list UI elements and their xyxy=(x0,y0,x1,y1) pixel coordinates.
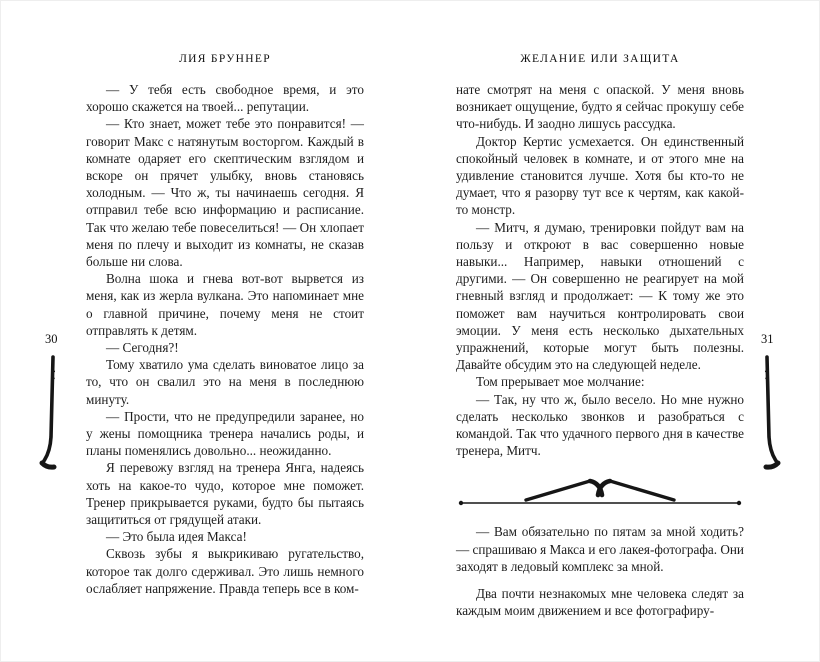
paragraph: — Прости, что не предупредили заранее, но у жены помощника тренера начались роды, и планы поменялись довольно... неожиданно. xyxy=(86,408,364,459)
running-header-title: ЖЕЛАНИЕ ИЛИ ЗАЩИТА xyxy=(520,53,680,65)
paragraph: — Это была идея Макса! xyxy=(106,529,247,545)
paragraph: — Кто знает, может тебе это понравится! — говорит Макс с натянутым восторгом. Каждый в комнате одаряет его скептическим взглядом и вскоре он прячет улыбку, вновь становясь холодным. — Что ж, ты начинаешь сегодня. Я отправил тебе всю информацию и расписание. Так что желаю тебе повеселиться! — Он хлопает меня по плечу и выходит из комнаты, не сказав больше ни слова. xyxy=(86,116,364,270)
running-header-author: ЛИЯ БРУННЕР xyxy=(179,53,271,65)
hockey-stick-icon xyxy=(39,353,61,473)
page-right xyxy=(456,53,744,619)
hockey-stick-icon xyxy=(759,353,781,473)
paragraph: — Митч, я думаю, тренировки пойдут вам на пользу и откроют в вас совершенно новые навыки... Например, навыки отношений с другими. — Он совершенно не реагирует на мой гневный взгляд и продолжает: — К тому же это поможет вам научиться контролировать свои эмоции. У меня есть несколько дыхательных упражнений, которые могут быть полезны. Давайте обсудим это на следующей неделе. xyxy=(456,219,744,373)
paragraph: Тому хватило ума сделать виноватое лицо за то, что он свалил это на меня в последнюю минуту. xyxy=(86,357,364,407)
page-left-body xyxy=(86,81,364,597)
crossed-hockey-sticks-divider xyxy=(456,469,744,515)
page-number-right: 31 xyxy=(761,332,774,346)
paragraph: Волна шока и гнева вот-вот вырвется из меня, как из жерла вулкана. Это напоминает мне о главной причине, почему меня не стоит отправлять к детям. xyxy=(86,271,364,338)
paragraph: — Сегодня?! xyxy=(106,340,179,356)
paragraph: — Так, ну что ж, было весело. Но мне нужно сделать несколько звонков и разобраться с командой. Так что удачного первого дня в качестве тренера, Митч. xyxy=(456,391,744,459)
paragraph: Том прерывает мое молчание: xyxy=(476,374,645,390)
paragraph: Сквозь зубы я выкрикиваю ругательство, которое так долго сдерживал. Это лишь немного ослабляет напряжение. Правда теперь все в ком- xyxy=(86,546,364,596)
page-number-left: 30 xyxy=(45,332,58,346)
paragraph: Я перевожу взгляд на тренера Янга, надеясь хоть на какое-то чудо, которое мне поможет. Тренер прикрывается руками, будто бы пытаясь защититься от грядущей атаки. xyxy=(86,460,364,528)
page-left xyxy=(86,53,364,597)
page-right-body xyxy=(456,81,744,619)
paragraph: Два почти незнакомых мне человека следят за каждым моим движением и все фотографиру- xyxy=(456,586,744,619)
paragraph: — У тебя есть свободное время, и это хорошо скажется на твоей... репутации. xyxy=(86,82,364,115)
paragraph: Доктор Кертис усмехается. Он единственный спокойный человек в комнате, и от этого мне на удивление становится лучше. Хотя бы кто-то не думает, что я разорву тут все к чертям, как какой-то монстр. xyxy=(456,133,744,218)
paragraph: — Вам обязательно по пятам за мной ходить? — спрашиваю я Макса и его лакея-фотографа. Они заходят в ледовый комплекс за мной. xyxy=(456,524,744,574)
paragraph: нате смотрят на меня с опаской. У меня вновь возникает ощущение, будто я сейчас прокушу себе что-нибудь. И заодно лишусь рассудка. xyxy=(456,82,744,132)
